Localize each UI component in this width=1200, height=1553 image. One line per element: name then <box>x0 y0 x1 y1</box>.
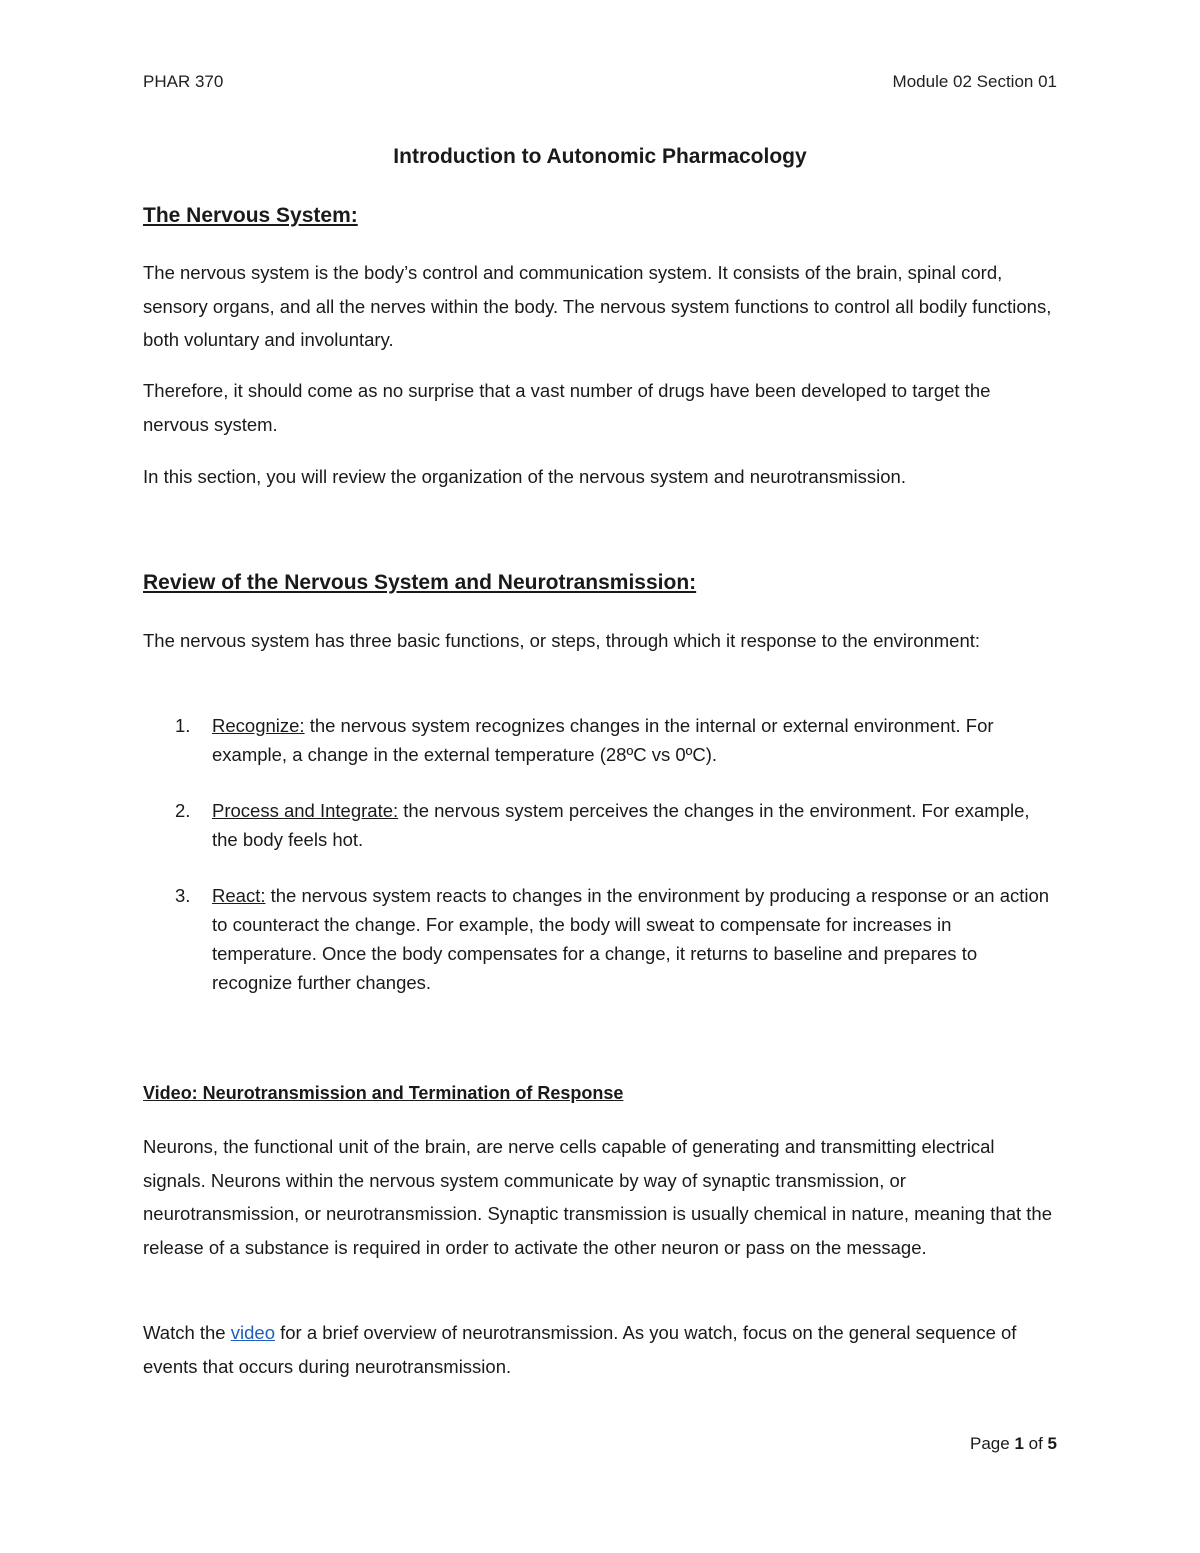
list-number: 2. <box>175 800 191 821</box>
watch-text-before: Watch the <box>143 1322 231 1343</box>
current-page: 1 <box>1014 1434 1024 1453</box>
heading-nervous-system: The Nervous System: <box>143 204 358 227</box>
heading-review-neurotransmission: Review of the Nervous System and Neurotransmission: <box>143 571 697 594</box>
of-word: of <box>1023 1434 1048 1453</box>
paragraph-drugs-target: Therefore, it should come as no surprise that a vast number of drugs have been developed to target the nervous system. <box>143 380 991 435</box>
term-react: React: <box>212 885 266 906</box>
watch-text-after: for a brief overview of neurotransmission. As you watch, focus on the general sequence of events that occurs during neurotransmission. <box>143 1322 1017 1377</box>
paragraph-nervous-system-intro: The nervous system is the body’s control and communication system. It consists of the brain, spinal cord, sensory organs, and all the nerves within the body. The nervous system functions to control all bodily functions, both voluntary and involuntary. <box>143 262 1052 350</box>
document-title: Introduction to Autonomic Pharmacology <box>393 145 807 168</box>
paragraph-neurons: Neurons, the functional unit of the brain, are nerve cells capable of generating and transmitting electrical signals. Neurons within the nervous system communicate by way of synaptic transmission, or neurotransmission, or neurotransmission. Synaptic transmission is usually chemical in nature, meaning that the release of a substance is required in order to activate the other neuron or pass on the message. <box>143 1136 1052 1258</box>
header-course-code: PHAR 370 <box>143 72 224 91</box>
list-item-react <box>175 881 1055 997</box>
paragraph-watch-video <box>143 1316 1061 1383</box>
term-recognize: Recognize: <box>212 715 305 736</box>
functions-list <box>175 711 1055 997</box>
list-item-text: the nervous system perceives the changes in the environment. For example, the body feels hot. <box>212 800 1030 850</box>
list-item-recognize <box>175 711 1055 769</box>
list-item-process-integrate <box>175 796 1055 854</box>
term-process-integrate: Process and Integrate: <box>212 800 399 821</box>
header-module-section: Module 02 Section 01 <box>892 72 1057 91</box>
heading-video-neurotransmission: Video: Neurotransmission and Termination of Response <box>143 1083 624 1103</box>
paragraph-section-overview: In this section, you will review the organization of the nervous system and neurotransmission. <box>143 466 906 487</box>
total-pages: 5 <box>1047 1434 1057 1453</box>
list-item-text: the nervous system recognizes changes in the internal or external environment. For example, a change in the external temperature (28ºC vs 0ºC). <box>212 715 994 765</box>
paragraph-three-functions: The nervous system has three basic functions, or steps, through which it response to the environment: <box>143 630 981 651</box>
list-number: 1. <box>175 715 191 736</box>
video-link[interactable]: video <box>230 1322 275 1343</box>
page-number <box>970 1434 1057 1454</box>
list-number: 3. <box>175 885 191 906</box>
page-word: Page <box>970 1434 1015 1453</box>
list-item-text: the nervous system reacts to changes in the environment by producing a response or an action to counteract the change. For example, the body will sweat to compensate for increases in temperature. Once the body compensates for a change, it returns to baseline and prepares to recognize further changes. <box>212 885 1050 993</box>
